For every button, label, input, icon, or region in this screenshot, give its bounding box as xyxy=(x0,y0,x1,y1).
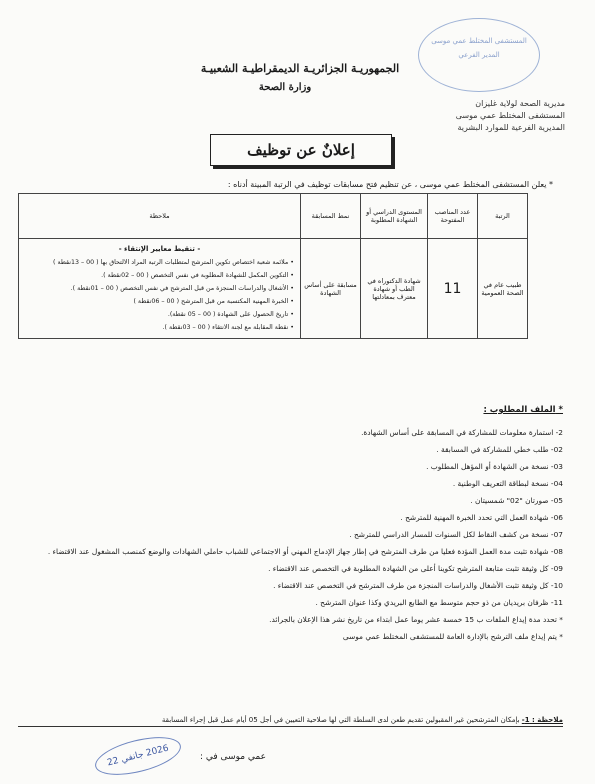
intro-sentence: يعلن المستشفى المختلط عمي موسى ، عن تنظيم فتح مسابقات توظيف في الرتبة المبينة أدناه : xyxy=(227,180,547,189)
positions-table xyxy=(18,193,528,339)
list-item: 09- كل وثيقة تثبت متابعة المترشح تكوينا أعلى من الشهادة المطلوبة في التخصص عند الاقتضاء . xyxy=(268,564,563,573)
col-notes: ملاحظة xyxy=(19,194,301,239)
note-item: • الأشغال والدراسات المنجزة من قبل المترشح في نفس التخصص ( 00 – 01نقطة ). xyxy=(70,285,294,292)
col-rank: الرتبة xyxy=(478,194,528,239)
intro-text: * يعلن المستشفى المختلط عمي موسى ، عن تنظيم فتح مسابقات توظيف في الرتبة المبينة أدناه : xyxy=(227,180,553,189)
list-item: * يتم إيداع ملف الترشح بالإدارة العامة للمستشفى المختلط عمي موسى xyxy=(342,632,563,641)
list-item: 08- شهادة تثبت مدة العمل المؤدة فعليا من طرف المترشح في إطار جهاز الإدماج المهني أو الاجتماعي للشباب حاملي الشهادات والوضع كمنصب المشغول عند الاقتضاء . xyxy=(47,547,563,556)
list-item: 11- ظرفان بريديان من ذو حجم متوسط مع الطابع البريدي وكذا عنوان المترشح . xyxy=(315,598,563,607)
remark-label: ملاحظة : 1- xyxy=(521,716,563,724)
table-row xyxy=(19,239,528,339)
remark-text: بإمكان المترشحين غير المقبولين تقديم طعن لدى السلطة التي لها صلاحية التعيين في أجل 05 أيام عمل قبل إجراء المسابقة xyxy=(161,716,520,724)
note-item: • نقطة المقابلة مع لجنة الانتقاء ( 00 – 03نقطة ). xyxy=(162,324,294,331)
required-file-heading: * الملف المطلوب : xyxy=(483,405,563,415)
table-header-row xyxy=(19,194,528,239)
stamp-line-2: المدير الفرعي xyxy=(458,51,500,59)
list-item: 03- نسخة من الشهادة أو المؤهل المطلوب . xyxy=(426,462,563,471)
col-count: عدد المناصب المفتوحة xyxy=(428,194,478,239)
list-item: 06- شهادة العمل التي تحدد الخبرة المهنية للمترشح . xyxy=(400,513,563,522)
list-item: 04- نسخة لبطاقة التعريف الوطنية . xyxy=(452,479,563,488)
col-mode: نمط المسابقة xyxy=(301,194,361,239)
cell-count: 11 xyxy=(428,239,478,339)
cell-rank: طبيب عام في الصحة العمومية xyxy=(478,239,528,339)
directorate-line: مديرية الصحة لولاية غليزان xyxy=(475,99,565,108)
note-item: • الخبرة المهنية المكتسبة من قبل المترشح ( 00 – 06نقطة ) xyxy=(133,298,294,305)
cell-mode: مسابقة على أساس الشهادة xyxy=(301,239,361,339)
required-file-section xyxy=(23,405,563,648)
notes-title: - تنقيط معايير الإنتقاء - xyxy=(118,245,201,253)
list-item: 02- طلب خطي للمشاركة في المسابقة . xyxy=(436,445,563,454)
cell-level: شهادة الدكتوراه في الطب أو شهادة معترف بمعادلتها xyxy=(361,239,428,339)
directorate-line: المستشفى المختلط عمي موسى xyxy=(455,111,565,120)
stamp-line-1: المستشفى المختلط عمي موسى xyxy=(431,37,527,45)
list-item: 05- صورتان "02" شمسيتان . xyxy=(470,496,563,505)
note-item: • التكوين المكمل للشهادة المطلوبة في نفس التخصص ( 00 – 02نقطة ). xyxy=(101,272,294,279)
hospital-stamp xyxy=(418,18,540,92)
signature-line: عمي موسى في : xyxy=(200,752,267,762)
date-stamp: 2026 جانفي 22 xyxy=(91,730,184,782)
list-item: 07- نسخة من كشف النقاط لكل السنوات للمسار الدراسي للمترشح . xyxy=(349,530,563,539)
directorate-line: المديرية الفرعية للموارد البشرية xyxy=(457,123,565,132)
remark-line xyxy=(18,716,563,727)
note-item: • تاريخ الحصول على الشهادة ( 00 – 05 نقطة). xyxy=(167,311,294,318)
note-item: • ملائمة شعبة اختصاص تكوين المترشح لمتطلبات الرتبة المراد الالتحاق بها ( 00 – 13نقطة ) xyxy=(53,259,294,266)
list-item: 10- كل وثيقة تثبت الأشغال والدراسات المنجزة من طرف المترشح في التخصص عند الاقتضاء . xyxy=(273,581,563,590)
republic-header: الجمهوريـة الجزائريـة الديمقراطيـة الشعبيـة xyxy=(200,62,400,75)
cell-notes xyxy=(19,239,301,339)
col-level: المستوى الدراسي أو الشهادة المطلوبة xyxy=(361,194,428,239)
announcement-title: إعلانٌ عن توظيف xyxy=(210,134,392,166)
ministry-header: وزارة الصحة xyxy=(258,82,312,93)
list-item: * تحدد مدة إيداع الملفات ب 15 خمسة عشر يوما عمل ابتداء من تاريخ نشر هذا الإعلان بالجرائد. xyxy=(269,615,563,624)
directorate-block xyxy=(380,98,565,134)
list-item: 2- استمارة معلومات للمشاركة في المسابقة على أساس الشهادة. xyxy=(361,428,563,437)
